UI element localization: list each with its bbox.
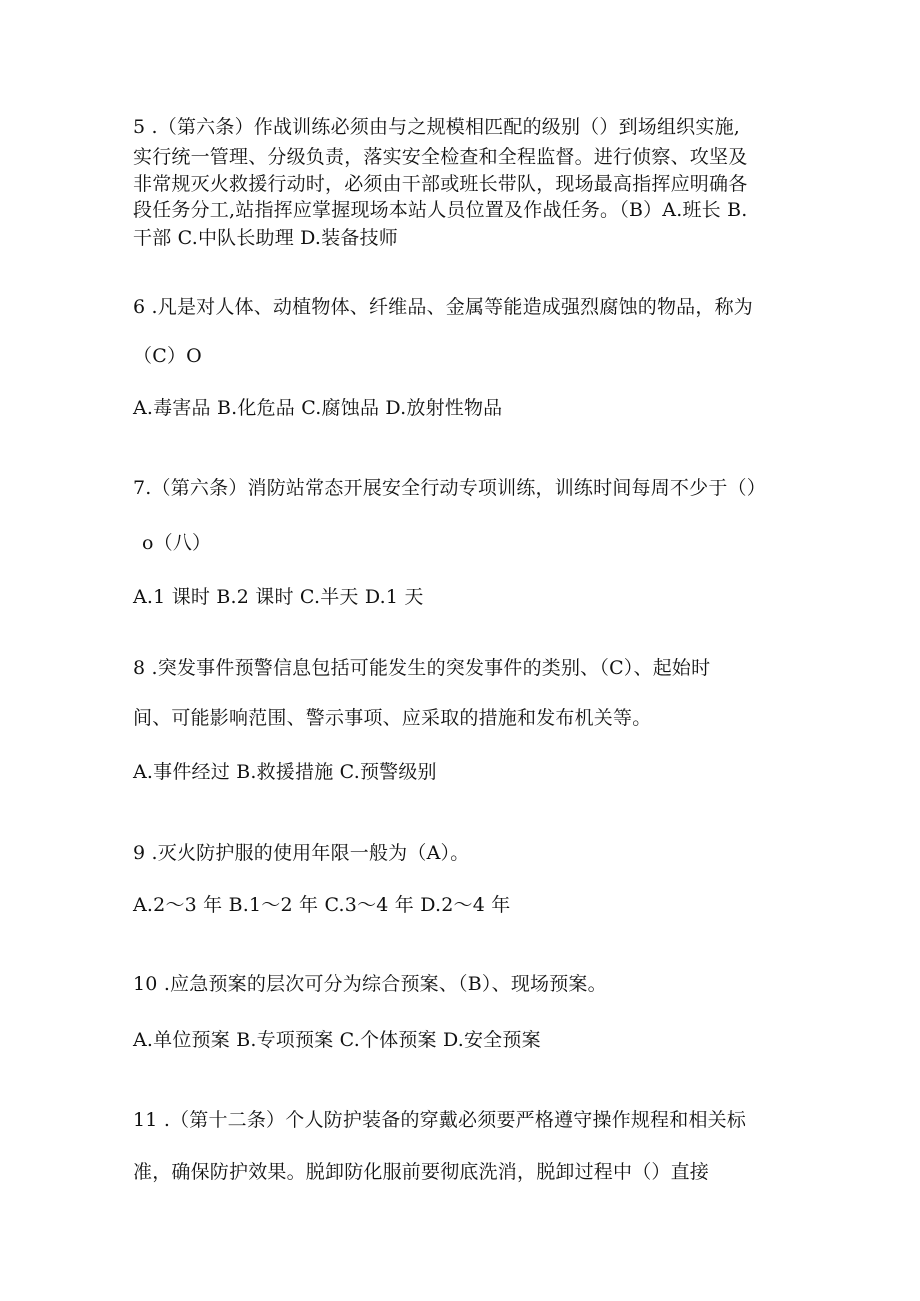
q8-line-2: 间、可能影响范围、警示事项、应采取的措施和发布机关等。 [133, 707, 652, 729]
q6-line-1: 6 .凡是对人体、动植物体、纤维品、金属等能造成强烈腐蚀的物品，称为 [133, 296, 753, 318]
q6-line-2: （C）O [133, 345, 202, 367]
q8-options: A.事件经过 B.救援措施 C.预警级别 [133, 761, 437, 783]
q7-line-1: 7.（第六条）消防站常态开展安全行动专项训练，训练时间每周不少于（） [133, 477, 766, 499]
q6-options: A.毒害品 B.化危品 C.腐蚀品 D.放射性物品 [133, 397, 503, 419]
q10-options: A.单位预案 B.专项预案 C.个体预案 D.安全预案 [133, 1029, 541, 1051]
q11-line-1: 11 .（第十二条）个人防护装备的穿戴必须要严格遵守操作规程和相关标 [133, 1109, 747, 1131]
q7-options: A.1 课时 B.2 课时 C.半天 D.1 天 [133, 586, 424, 608]
q11-line-2: 准，确保防护效果。脱卸防化服前要彻底洗消，脱卸过程中（）直接 [133, 1161, 710, 1183]
q5-line-2: 实行统一管理、分级负责，落实安全检查和全程监督。进行侦察、攻坚及 [133, 146, 748, 168]
q10-line-1: 10 .应急预案的层次可分为综合预案、（B）、现场预案。 [133, 973, 607, 995]
q9-line-1: 9 .灭火防护服的使用年限一般为（A）。 [133, 842, 470, 864]
q5-line-3: 非常规灭火救援行动时，必须由干部或班长带队，现场最高指挥应明确各 [133, 173, 748, 195]
q5-line-5: 干部 C.中队长助理 D.装备技师 [133, 227, 398, 249]
q7-line-2: o（八） [142, 532, 212, 554]
q5-line-1: 5 .（第六条）作战训练必须由与之规模相匹配的级别（）到场组织实施, [133, 116, 741, 138]
q9-options: A.2〜3 年 B.1〜2 年 C.3〜4 年 D.2〜4 年 [133, 894, 511, 916]
q8-line-1: 8 .突发事件预警信息包括可能发生的突发事件的类别、（C）、起始时 [133, 657, 711, 679]
q5-line-4: 段任务分工,站指挥应掌握现场本站人员位置及作战任务。（B）A.班长 B. [133, 199, 748, 221]
